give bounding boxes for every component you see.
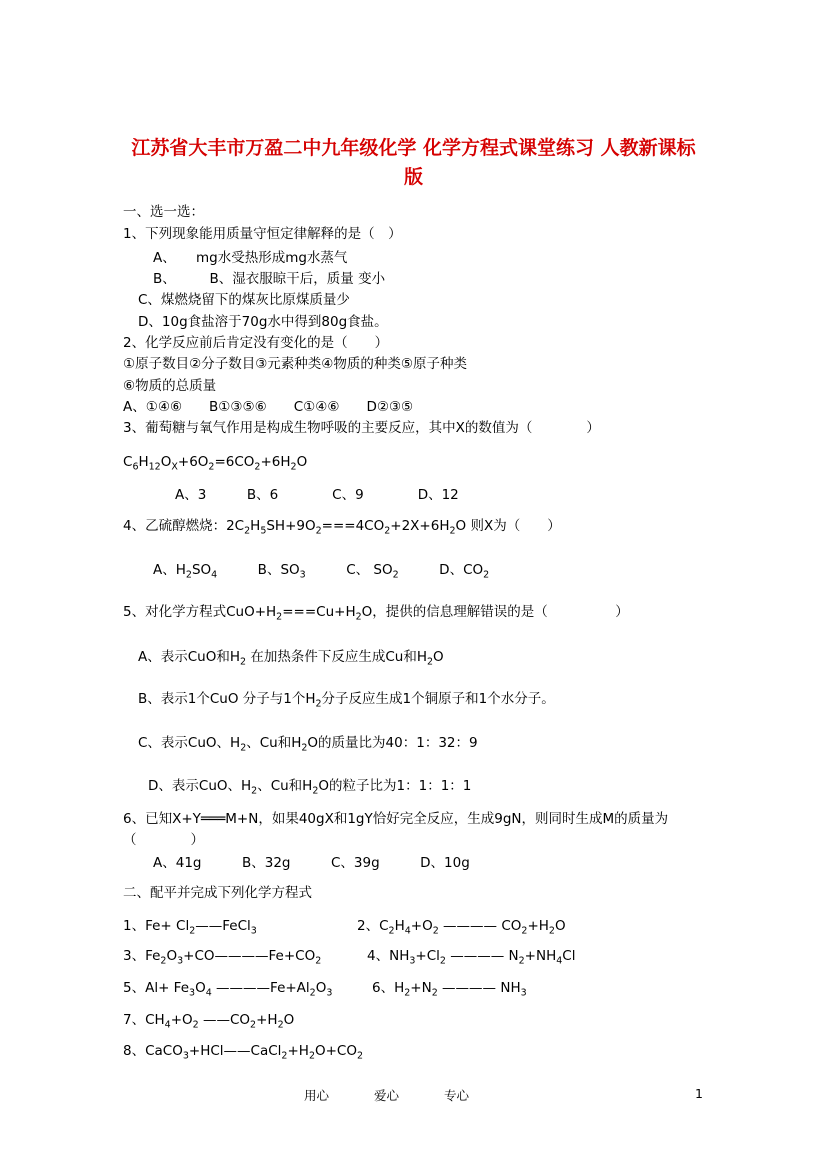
text-line: 3、葡萄糖与氧气作用是构成生物呼吸的主要反应，其中X的数值为（ ） [123,420,600,436]
text-line: 5、对化学方程式$CuO+H_2===Cu+H_2O$，提供的信息理解错误的是（ ） [123,604,629,623]
text-line: A、$H_2SO_4$ B、$SO_3$ C、 $SO_2$ D、$CO_2$ [153,562,490,581]
page-number: 1 [695,1086,703,1101]
text-line: A、41g B、32g C、39g D、10g [153,855,470,871]
text-line: 8、$CaCO_3+HCl——CaCl_2+H_2O+CO_2$ [123,1043,364,1062]
text-line: B、 B、湿衣服晾干后，质量 变小 [153,271,386,287]
text-line: 二、配平并完成下列化学方程式 [123,885,312,901]
footer-motto-3: 专心 [444,1088,470,1103]
title-line-1: 江苏省大丰市万盈二中九年级化学 化学方程式课堂练习 人教新课标 [131,137,696,159]
text-line: $C_6H_{12}O_X+6O_2=6CO_2+6H_2O$ [123,454,308,473]
text-line: 1、下列现象能用质量守恒定律解释的是（ ） [123,226,402,242]
text-line: ⑥物质的总质量 [123,378,217,394]
text-line: D、表示CuO、$H_2$、Cu和$H_2O$的粒子比为1：1：1：1 [148,778,472,797]
text-line: B、表示1个CuO 分子与1个$H_2$分子反应生成1个铜原子和1个水分子。 [138,691,555,710]
text-line: 6、$H_2+N_2$ ———— $NH_3$ [372,980,527,999]
text-line: ①原子数目②分子数目③元素种类④物质的种类⑤原子种类 [123,356,468,372]
title-line-2: 版 [403,166,423,188]
text-line: A、3 B、6 C、9 D、12 [175,487,459,503]
text-line: 3、$Fe_2O_3+CO————Fe+CO_2$ [123,948,322,967]
text-line: 一、选一选： [123,204,204,220]
text-line: 1、$Fe+ Cl_2——FeCl_3$ [123,918,257,937]
text-line: 4、$NH_3+Cl_2$ ———— $N_2+NH_4Cl$ [367,948,576,967]
text-line: C、煤燃烧留下的煤灰比原煤质量少 [138,292,350,308]
text-line: D、10g食盐溶于70g水中得到80g食盐。 [138,314,388,330]
document-title [100,134,727,192]
text-line: A、 mg水受热形成mg水蒸气 [153,250,348,266]
text-line: A、表示CuO和$H_2$ 在加热条件下反应生成Cu和$H_2O$ [138,649,444,668]
text-line: 4、乙硫醇燃烧：$2C_2H_5SH+9O_2===4CO_2+2X+6H_2O$ 则X为（ ） [123,518,561,537]
text-line: 5、$Al+ Fe_3O_4$ $————Fe+Al_2O_3$ [123,980,333,999]
text-line: 6、已知X+Y═══M+N，如果40gX和1gY恰好完全反应，生成9gN，则同时生成M的质量为 [123,811,669,827]
text-line: 7、$CH_4+O_2$ $——CO_2+H_2O$ [123,1012,295,1031]
text-line: 2、化学反应前后肯定没有变化的是（ ） [123,335,389,351]
text-line: C、表示CuO、$H_2$、Cu和$H_2O$的质量比为40：1：32：9 [138,735,478,754]
footer-motto-1: 用心 [304,1088,330,1103]
text-line: A、①④⑥ B①③⑤⑥ C①④⑥ D②③⑤ [123,399,414,415]
footer-motto-2: 爱心 [374,1088,400,1103]
text-line: 2、$C_2H_4+O_2$ ———— $CO_2+H_2O$ [357,918,566,937]
text-line: （ ） [123,832,204,848]
